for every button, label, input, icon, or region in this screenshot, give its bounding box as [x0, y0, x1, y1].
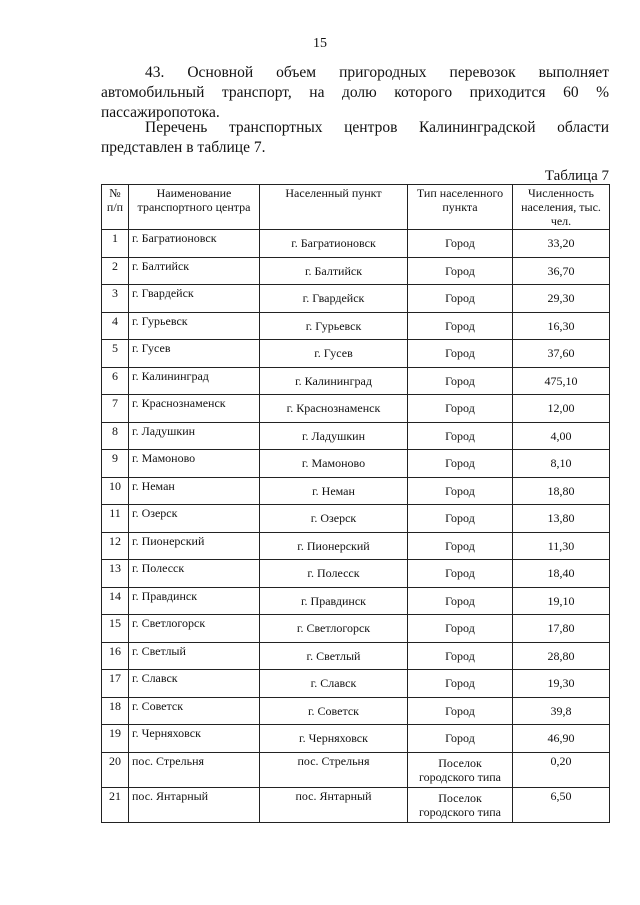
header-number: № п/п — [102, 185, 129, 230]
center-name: г. Ладушкин — [129, 422, 260, 450]
population-value: 4,00 — [513, 422, 610, 450]
table-row — [102, 450, 610, 478]
population-value: 13,80 — [513, 505, 610, 533]
row-number: 7 — [102, 395, 129, 423]
settlement-type: Город — [408, 257, 513, 285]
row-number: 12 — [102, 532, 129, 560]
settlement-name: г. Гурьевск — [260, 312, 408, 340]
population-value: 17,80 — [513, 615, 610, 643]
settlement-type: Город — [408, 725, 513, 753]
center-name: г. Гурьевск — [129, 312, 260, 340]
row-number: 17 — [102, 670, 129, 698]
center-name: г. Багратионовск — [129, 230, 260, 258]
settlement-type: Город — [408, 450, 513, 478]
population-value: 19,10 — [513, 587, 610, 615]
population-value: 12,00 — [513, 395, 610, 423]
row-number: 10 — [102, 477, 129, 505]
header-center-name: Наименование транспортного центра — [129, 185, 260, 230]
row-number: 6 — [102, 367, 129, 395]
row-number: 13 — [102, 560, 129, 588]
center-name: г. Светлый — [129, 642, 260, 670]
center-name: г. Балтийск — [129, 257, 260, 285]
settlement-type: Город — [408, 230, 513, 258]
population-value: 33,20 — [513, 230, 610, 258]
row-number: 9 — [102, 450, 129, 478]
paragraph-table-intro: Перечень транспортных центров Калининградской области представлен в таблице 7. — [101, 119, 609, 156]
table-row — [102, 787, 610, 822]
table-row — [102, 285, 610, 313]
population-value: 39,8 — [513, 697, 610, 725]
header-settlement: Населенный пункт — [260, 185, 408, 230]
settlement-type: Город — [408, 642, 513, 670]
center-name: г. Краснознаменск — [129, 395, 260, 423]
table-caption: Таблица 7 — [544, 168, 609, 184]
center-name: г. Калининград — [129, 367, 260, 395]
center-name: г. Озерск — [129, 505, 260, 533]
settlement-name: г. Балтийск — [260, 257, 408, 285]
center-name: г. Светлогорск — [129, 615, 260, 643]
row-number: 14 — [102, 587, 129, 615]
settlement-name: г. Черняховск — [260, 725, 408, 753]
settlement-name: г. Светлый — [260, 642, 408, 670]
table-row — [102, 725, 610, 753]
population-value: 46,90 — [513, 725, 610, 753]
population-value: 29,30 — [513, 285, 610, 313]
center-name: г. Мамоново — [129, 450, 260, 478]
settlement-name: г. Полесск — [260, 560, 408, 588]
population-value: 8,10 — [513, 450, 610, 478]
row-number: 19 — [102, 725, 129, 753]
table-row — [102, 230, 610, 258]
center-name: г. Черняховск — [129, 725, 260, 753]
table-row — [102, 587, 610, 615]
table-row — [102, 642, 610, 670]
row-number: 20 — [102, 752, 129, 787]
row-number: 2 — [102, 257, 129, 285]
table-row — [102, 615, 610, 643]
settlement-name: г. Калининград — [260, 367, 408, 395]
population-value: 16,30 — [513, 312, 610, 340]
population-value: 36,70 — [513, 257, 610, 285]
settlement-type: Город — [408, 312, 513, 340]
center-name: г. Советск — [129, 697, 260, 725]
settlement-type: Город — [408, 367, 513, 395]
settlement-type: Город — [408, 422, 513, 450]
table-row — [102, 697, 610, 725]
settlement-type: Город — [408, 670, 513, 698]
paragraph-43: 43. Основной объем пригородных перевозок выполняет автомобильный транспорт, на долю которого приходится 60 % пассажиропотока. — [101, 64, 609, 121]
center-name: г. Правдинск — [129, 587, 260, 615]
table-row — [102, 532, 610, 560]
table-row — [102, 505, 610, 533]
settlement-type: Город — [408, 587, 513, 615]
center-name: пос. Янтарный — [129, 787, 260, 822]
settlement-name: г. Пионерский — [260, 532, 408, 560]
center-name: г. Пионерский — [129, 532, 260, 560]
row-number: 3 — [102, 285, 129, 313]
population-value: 6,50 — [513, 787, 610, 822]
center-name: пос. Стрельня — [129, 752, 260, 787]
center-name: г. Неман — [129, 477, 260, 505]
table-row — [102, 752, 610, 787]
settlement-name: г. Ладушкин — [260, 422, 408, 450]
settlement-type: Город — [408, 395, 513, 423]
settlement-name: г. Гвардейск — [260, 285, 408, 313]
row-number: 4 — [102, 312, 129, 340]
settlement-type: Поселок городского типа — [408, 787, 513, 822]
settlement-type: Город — [408, 615, 513, 643]
row-number: 1 — [102, 230, 129, 258]
settlement-name: г. Советск — [260, 697, 408, 725]
transport-centers-table — [101, 184, 610, 823]
settlement-name: г. Краснознаменск — [260, 395, 408, 423]
table-row — [102, 340, 610, 368]
settlement-type: Город — [408, 505, 513, 533]
population-value: 37,60 — [513, 340, 610, 368]
settlement-name: г. Славск — [260, 670, 408, 698]
population-value: 28,80 — [513, 642, 610, 670]
table-row — [102, 477, 610, 505]
settlement-type: Город — [408, 560, 513, 588]
settlement-name: г. Неман — [260, 477, 408, 505]
population-value: 0,20 — [513, 752, 610, 787]
table-row — [102, 422, 610, 450]
population-value: 18,40 — [513, 560, 610, 588]
center-name: г. Полесск — [129, 560, 260, 588]
population-value: 19,30 — [513, 670, 610, 698]
settlement-name: г. Правдинск — [260, 587, 408, 615]
settlement-type: Город — [408, 340, 513, 368]
row-number: 18 — [102, 697, 129, 725]
row-number: 16 — [102, 642, 129, 670]
center-name: г. Гусев — [129, 340, 260, 368]
settlement-name: пос. Янтарный — [260, 787, 408, 822]
table-header-row — [102, 185, 610, 230]
settlement-name: г. Озерск — [260, 505, 408, 533]
row-number: 8 — [102, 422, 129, 450]
settlement-type: Город — [408, 285, 513, 313]
settlement-name: г. Светлогорск — [260, 615, 408, 643]
row-number: 11 — [102, 505, 129, 533]
population-value: 18,80 — [513, 477, 610, 505]
settlement-name: г. Мамоново — [260, 450, 408, 478]
center-name: г. Славск — [129, 670, 260, 698]
table-row — [102, 560, 610, 588]
settlement-name: пос. Стрельня — [260, 752, 408, 787]
table-row — [102, 312, 610, 340]
row-number: 21 — [102, 787, 129, 822]
settlement-name: г. Гусев — [260, 340, 408, 368]
row-number: 15 — [102, 615, 129, 643]
population-value: 11,30 — [513, 532, 610, 560]
row-number: 5 — [102, 340, 129, 368]
table-row — [102, 395, 610, 423]
population-value: 475,10 — [513, 367, 610, 395]
settlement-type: Поселок городского типа — [408, 752, 513, 787]
settlement-name: г. Багратионовск — [260, 230, 408, 258]
table-row — [102, 670, 610, 698]
header-settlement-type: Тип населенного пункта — [408, 185, 513, 230]
table-row — [102, 257, 610, 285]
page-number: 15 — [313, 36, 327, 51]
table-row — [102, 367, 610, 395]
center-name: г. Гвардейск — [129, 285, 260, 313]
settlement-type: Город — [408, 697, 513, 725]
settlement-type: Город — [408, 532, 513, 560]
settlement-type: Город — [408, 477, 513, 505]
header-population: Численность населения, тыс. чел. — [513, 185, 610, 230]
